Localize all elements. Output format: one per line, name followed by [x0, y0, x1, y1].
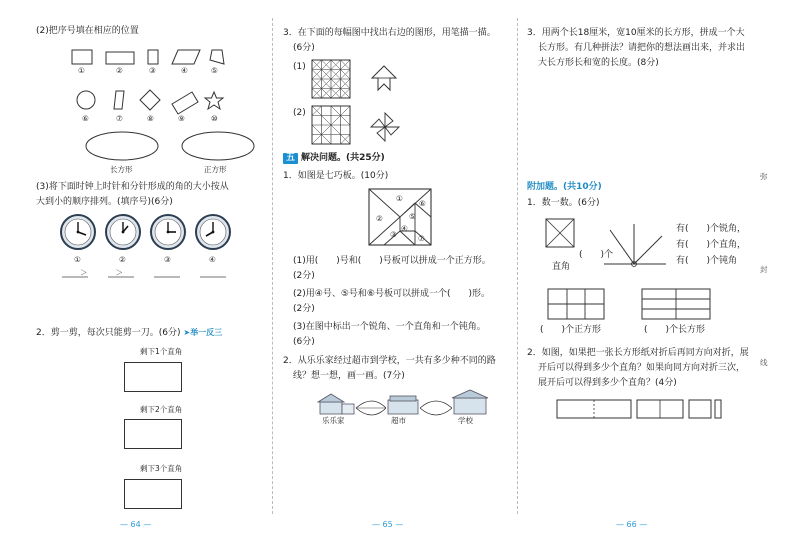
clock-label-4: ④ [209, 255, 216, 264]
r-q3-line1: 3．用两个长18厘米，宽10厘米的长方形，拼成一个大 [527, 28, 745, 38]
shape-label-8: ⑧ [147, 114, 154, 123]
shape-label-4: ④ [181, 66, 188, 75]
e2-line2: 开后可以得到多少个直角？如果向同方向对折三次， [538, 363, 746, 373]
e1-squares: ( )个正方形 [540, 325, 602, 335]
e1-rects: ( )个长方形 [644, 325, 706, 335]
side-mark-2: 封 [760, 265, 768, 274]
shape-label-1: ① [78, 66, 85, 75]
shape-label-6: ⑥ [82, 114, 89, 123]
m-q1-part3-points: (6分) [293, 337, 315, 347]
m-part2-label: (2) [293, 108, 306, 118]
route-label-home: 乐乐家 [322, 416, 345, 425]
tangram-label-1: ① [396, 194, 403, 203]
m-q2-line1: 2．从乐乐家经过超市到学校，一共有多少种不同的路 [283, 356, 496, 366]
ellipse-label-square: 正方形 [204, 165, 227, 174]
m-q1-part2: (2)用④号、⑤号和⑥号板可以拼成一个( )形。 [293, 289, 490, 299]
rects-grid-figure [641, 288, 713, 322]
shape-label-3: ③ [149, 66, 156, 75]
m-q3-points: (6分) [293, 43, 315, 53]
q2-title: (2)把序号填在相应的位置 [36, 26, 139, 36]
side-mark-1: 弥 [760, 172, 768, 181]
page-divider-1 [272, 18, 273, 514]
shape-label-7: ⑦ [116, 114, 123, 123]
cut-label-2: 剩下2个直角 [140, 405, 183, 414]
shape-label-5: ⑤ [211, 66, 218, 75]
route-label-school: 学校 [458, 416, 473, 425]
clock-label-2: ② [119, 255, 126, 264]
squares-grid-figure [547, 288, 609, 322]
page-number-66: — 66 — [616, 520, 648, 529]
m-part1-label: (1) [293, 62, 306, 72]
target-shape-2-pinwheel [368, 110, 402, 144]
tangram-label-7: ⑦ [418, 234, 425, 243]
cut-label-3: 剩下3个直角 [140, 464, 183, 473]
e1-right-angle-count: ( )个 [579, 250, 614, 260]
tangram-label-2: ② [376, 214, 383, 223]
cut-rect-3[interactable] [124, 479, 182, 509]
q2b-text: 2．剪一剪，每次只能剪一刀。(6分) ➤举一反三 [36, 328, 223, 338]
clocks-row [60, 214, 240, 254]
rays-figure [604, 222, 668, 268]
cut-label-1: 剩下1个直角 [140, 347, 183, 356]
fold-strips-figure [556, 398, 726, 422]
side-mark-3: 线 [760, 358, 768, 367]
m-q2-line2: 线？想一想，画一画。(7分) [293, 371, 405, 381]
m-q1-part1-points: (2分) [293, 271, 315, 281]
e2-line1: 2．如图，如果把一张长方形纸对折后再同方向对折，展 [527, 348, 749, 358]
tangram-label-4: ④ [401, 224, 408, 233]
q2b-tag: ➤举一反三 [183, 328, 223, 337]
q3-line1: (3)将下面时钟上时针和分针形成的角的大小按从 [36, 182, 229, 192]
shape-label-9: ⑨ [178, 114, 185, 123]
tangram-label-6: ⑥ [419, 199, 426, 208]
shape-label-10: ⑩ [211, 114, 218, 123]
page-divider-2 [517, 18, 518, 514]
extra-title: 附加题。(共10分) [527, 182, 602, 192]
e1-text: 1．数一数。(6分) [527, 198, 600, 208]
m-q3-text: 3．在下面的每幅图中找出右边的图形，用笔描一描。 [283, 28, 496, 38]
m-q1-part3: (3)在图中标出一个锐角、一个直角和一个钝角。 [293, 322, 486, 332]
clock-label-3: ③ [164, 255, 171, 264]
square-with-diagonals [545, 218, 577, 250]
e1-right-angle-word: 直角 [552, 262, 571, 272]
grid-figure-2 [312, 106, 352, 146]
tangram-label-5: ⑤ [409, 212, 416, 221]
clock-label-1: ① [74, 255, 81, 264]
section-5-heading: 五 解决问题。(共25分) [283, 153, 385, 164]
order-underlines [60, 276, 240, 280]
r-q3-line2: 长方形。有几种拼法？请把你的想法画出来，并求出 [538, 43, 746, 53]
ellipse-label-rect: 长方形 [110, 165, 133, 174]
order-blanks: ＞＞ [80, 268, 151, 277]
section-badge: 五 [283, 153, 298, 164]
route-label-market: 超市 [391, 416, 406, 425]
page-number-65: — 65 — [372, 520, 404, 529]
m-q1-part2-points: (2分) [293, 304, 315, 314]
cut-rect-2[interactable] [124, 419, 182, 449]
r-q3-line3: 大长方形长和宽的长度。(8分) [538, 58, 659, 68]
grid-figure-1 [312, 60, 352, 100]
target-shape-1 [370, 64, 400, 96]
e2-line3: 展开后可以得到多少个直角？(4分) [538, 378, 677, 388]
e1-rightangle: 有( )个直角， [676, 240, 747, 250]
e1-acute: 有( )个锐角， [676, 224, 747, 234]
q3-line2: 大到小的顺序排列。(填序号)(6分) [36, 197, 173, 207]
shapes-row2-figure [74, 88, 234, 116]
m-q1-part1: (1)用( )号和( )号板可以拼成一个正方形。 [293, 256, 491, 266]
tangram-label-3: ③ [390, 230, 397, 239]
cut-rect-1[interactable] [124, 362, 182, 392]
page-number-64: — 64 — [120, 520, 152, 529]
m-q1-text: 1．如图是七巧板。(10分) [283, 171, 389, 181]
category-ellipses [84, 130, 264, 164]
shape-label-2: ② [116, 66, 123, 75]
e1-obtuse: 有( )个钝角 [676, 256, 738, 266]
